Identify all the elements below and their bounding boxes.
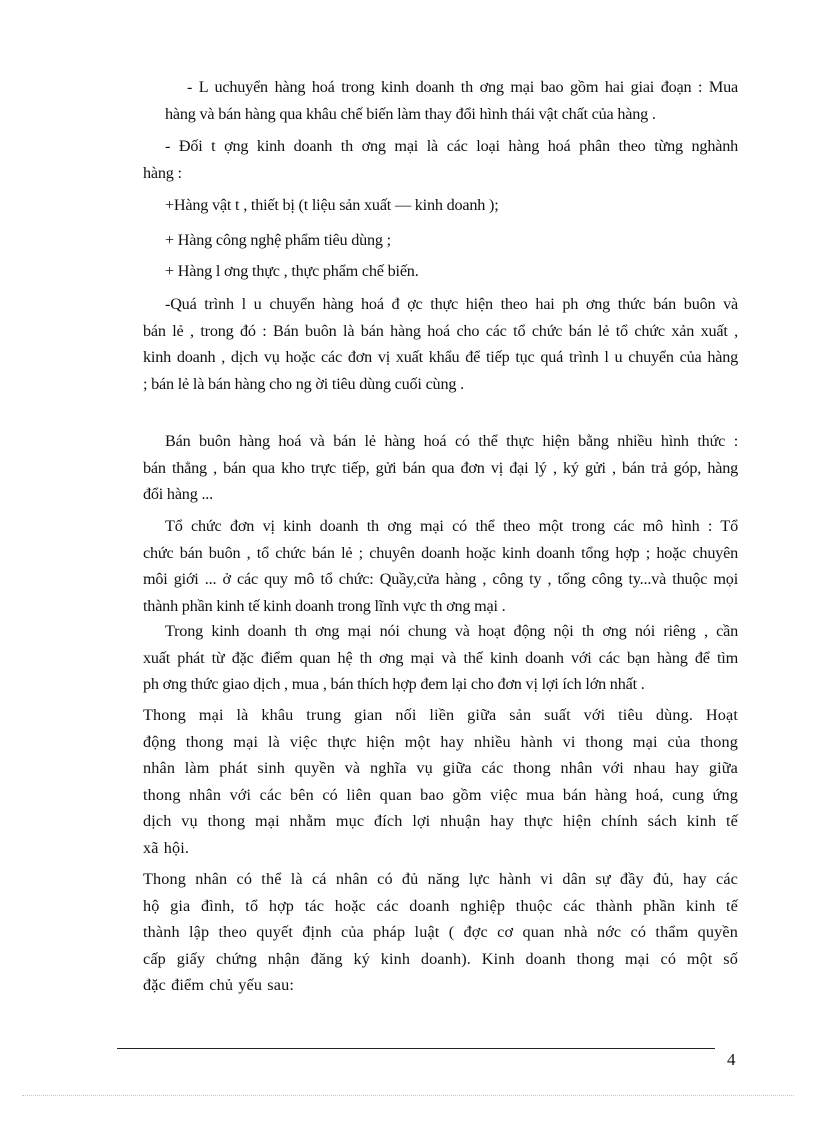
text-line: động thong mại là việc thực hiện một hay nhiều hành vi thong mại của thong bbox=[143, 732, 738, 751]
paragraph-2 bbox=[143, 133, 738, 186]
page-bottom-divider bbox=[22, 1095, 794, 1096]
text-line: ; bán lẻ là bán hàng cho ng ời tiêu dùng cuối cùng . bbox=[143, 374, 464, 393]
text-line: bán lẻ , trong đó : Bán buôn là bán hàng hoá cho các tổ chức bán lẻ tổ chức xản xuất , bbox=[143, 321, 738, 340]
text-line: thành phần kinh tế kinh doanh trong lĩnh vực th ơng mại . bbox=[143, 596, 506, 615]
list-item-1 bbox=[143, 192, 738, 219]
list-item-3 bbox=[143, 258, 738, 285]
text-line: dịch vụ thong mại nhằm mục đích lợi nhuận hay thực hiện chính sách kinh tế bbox=[143, 812, 738, 830]
text-line: đặc điểm chủ yếu sau: bbox=[143, 976, 294, 994]
paragraph-6 bbox=[143, 618, 738, 698]
text-line: thành lập theo quyết định của pháp luật ( đợc cơ quan nhà nớc có thẩm quyền bbox=[143, 923, 738, 941]
text-line: Trong kinh doanh th ơng mại nói chung và hoạt động nội th ơng nói riêng , cần bbox=[165, 622, 738, 640]
page-number: 4 bbox=[727, 1050, 736, 1069]
text-line: - L uchuyển hàng hoá trong kinh doanh th ơng mại bao gồm hai giai đoạn : Mua bbox=[187, 78, 738, 96]
text-line: đổi hàng ... bbox=[143, 485, 213, 503]
paragraph-1 bbox=[143, 74, 738, 127]
text-line: kinh doanh , dịch vụ hoặc các đơn vị xuất khẩu để tiếp tục quá trình l u chuyển của hàng bbox=[143, 348, 738, 366]
paragraph-5 bbox=[143, 513, 738, 619]
text-line: - Đối t ợng kinh doanh th ơng mại là các loại hàng hoá phân theo từng nghành bbox=[165, 137, 738, 155]
text-line: xã hội. bbox=[143, 838, 190, 857]
text-line: Thong nhân có thể là cá nhân có đủ năng lực hành vi dân sự đầy đủ, hay các bbox=[143, 870, 738, 888]
text-line: Thong mại là khâu trung gian nối liền giữa sản suất với tiêu dùng. Hoạt bbox=[143, 706, 738, 724]
paragraph-4 bbox=[143, 428, 738, 508]
text-line: môi giới ... ở các quy mô tổ chức: Quầy,cửa hàng , công ty , tổng công ty...và thuộc mọi bbox=[143, 570, 738, 588]
text-line: hàng : bbox=[143, 163, 182, 182]
text-line: ph ơng thức giao dịch , mua , bán thích hợp đem lại cho đơn vị lợi ích lớn nhất . bbox=[143, 675, 645, 693]
text-line: chức bán buôn , tổ chức bán lẻ ; chuyên doanh hoặc kinh doanh tổng hợp ; hoặc chuyên bbox=[143, 543, 738, 562]
paragraph-8 bbox=[143, 866, 738, 999]
text-line: Bán buôn hàng hoá và bán lẻ hàng hoá có thể thực hiện bằng nhiều hình thức : bbox=[165, 432, 738, 450]
text-line: + Hàng công nghệ phẩm tiêu dùng ; bbox=[165, 231, 391, 249]
text-line: xuất phát từ đặc điểm quan hệ th ơng mại và thế kinh doanh với các bạn hàng để tìm bbox=[143, 648, 738, 667]
text-line: -Quá trình l u chuyển hàng hoá đ ợc thực hiện theo hai ph ơng thức bán buôn và bbox=[165, 295, 738, 313]
text-line: + Hàng l ơng thực , thực phẩm chế biến. bbox=[165, 262, 419, 280]
text-line: cấp giấy chứng nhận đăng ký kinh doanh). Kinh doanh thong mại có một số bbox=[143, 949, 738, 968]
text-line: hộ gia đình, tổ hợp tác hoặc các doanh nghiệp thuộc các thành phần kinh tế bbox=[143, 896, 738, 915]
text-line: hàng và bán hàng qua khâu chế biến làm thay đổi hình thái vật chất của hàng . bbox=[165, 104, 656, 123]
paragraph-7 bbox=[143, 702, 738, 861]
footer-rule bbox=[117, 1048, 715, 1049]
text-line: +Hàng vật t , thiết bị (t liệu sản xuất — kinh doanh ); bbox=[165, 196, 499, 214]
text-line: nhân làm phát sinh quyền và nghĩa vụ giữa các thong nhân với nhau hay giữa bbox=[143, 759, 738, 777]
text-line: Tổ chức đơn vị kinh doanh th ơng mại có thể theo một trong các mô hình : Tổ bbox=[165, 517, 738, 535]
list-item-2 bbox=[143, 227, 738, 254]
text-line: bán thẳng , bán qua kho trực tiếp, gửi bán qua đơn vị đại lý , ký gửi , bán trả góp, hàng bbox=[143, 458, 738, 477]
text-line: thong nhân với các bên có liên quan bao gồm việc mua bán hàng hoá, cung ứng bbox=[143, 785, 738, 804]
paragraph-3 bbox=[143, 291, 738, 397]
